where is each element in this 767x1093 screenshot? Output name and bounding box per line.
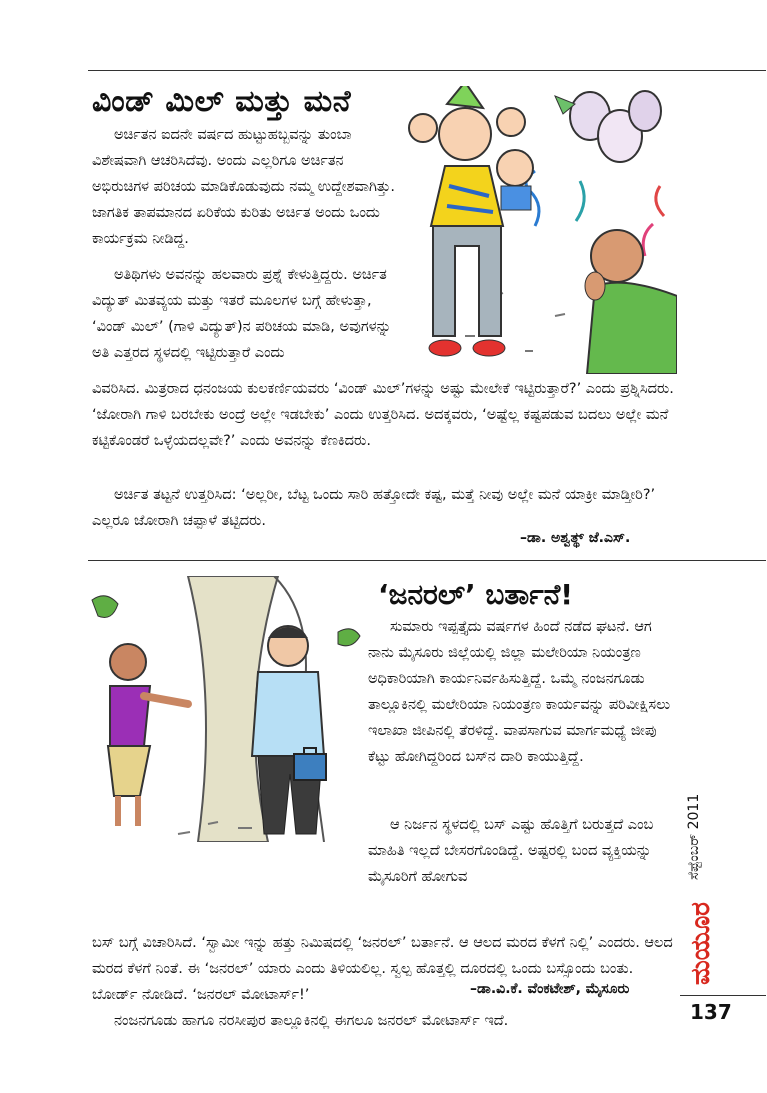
article2-paragraph-2: ಆ ನಿರ್ಜನ ಸ್ಥಳದಲ್ಲಿ ಬಸ್ ಎಷ್ಟು ಹೊತ್ತಿಗೆ ಬರುತ್ತದೆ ಎಂಬ ಮಾಹಿತಿ ಇಲ್ಲದೆ ಬೇಸರಗೊಂಡಿದ್ದೆ. ಅಷ್ಟರಲ್ಲಿ ಬಂದ ವ್ಯಕ್ತಿಯನ್ನು ಮೈಸೂರಿಗೆ ಹೋಗುವ xyxy=(368,817,654,885)
article1-paragraph-1: ಅರ್ಚಿತನ ಐದನೇ ವರ್ಷದ ಹುಟ್ಟುಹಬ್ಬವನ್ನು ತುಂಬಾ ವಿಶೇಷವಾಗಿ ಆಚರಿಸಿದೆವು. ಅಂದು ಎಲ್ಲರಿಗೂ ಅರ್ಚಿತನ ಅಭಿರುಚಿಗಳ ಪರಿಚಯ ಮಾಡಿಕೊಡುವುದು ನಮ್ಮ ಉದ್ದೇಶವಾಗಿತ್ತು. ಜಾಗತಿಕ ತಾಪಮಾನದ ಏರಿಕೆಯ ಕುರಿತು ಅರ್ಚಿತ ಅಂದು ಒಂದು ಕಾರ್ಯಕ್ರಮ ನೀಡಿದ್ದ. xyxy=(92,127,396,247)
issue-date: ಸೆಪ್ಟೆಂಬರ್ 2011 xyxy=(686,793,702,880)
birthday-party-illustration xyxy=(405,86,677,374)
article2-title: ‘ಜನರಲ್’ ಬರ್ತಾನೆ! xyxy=(378,578,574,611)
article1-paragraph-2: ಅತಿಥಿಗಳು ಅವನನ್ನು ಹಲವಾರು ಪ್ರಶ್ನೆ ಕೇಳುತ್ತಿದ್ದರು. ಅರ್ಚಿತ ವಿದ್ಯುತ್ ಮಿತವ್ಯಯ ಮತ್ತು ಇತರೆ ಮೂಲಗಳ ಬಗ್ಗೆ ಹೇಳುತ್ತಾ, ‘ವಿಂಡ್ ಮಿಲ್’ (ಗಾಳಿ ವಿದ್ಯುತ್)ನ ಪರಿಚಯ ಮಾಡಿ, ಅವುಗಳನ್ನು ಅತಿ ಎತ್ತರದ ಸ್ಥಳದಲ್ಲಿ ಇಟ್ಟಿರುತ್ತಾರೆ ಎಂದು xyxy=(92,267,392,361)
article1-title: ವಿಂಡ್ ಮಿಲ್ ಮತ್ತು ಮನೆ xyxy=(92,84,352,119)
article1-signature: –ಡಾ. ಅಶ್ವತ್ಥ್ ಜೆ.ಎಸ್. xyxy=(520,530,631,546)
magazine-logo: ಮಯೂರ xyxy=(686,902,716,985)
top-rule xyxy=(88,70,766,71)
article2-signature: –ಡಾ.ವಿ.ಕೆ. ವೆಂಕಟೇಶ್, ಮೈಸೂರು xyxy=(470,981,630,997)
article2-paragraph-4: ನಂಜನಗೂಡು ಹಾಗೂ ನರಸೀಪುರ ತಾಲ್ಲೂಕಿನಲ್ಲಿ ಈಗಲೂ ಜನರಲ್ ಮೋಟಾರ್ಸ್ ಇದೆ. xyxy=(114,1013,509,1029)
article2-paragraph-1: ಸುಮಾರು ಇಪ್ಪತ್ತೈದು ವರ್ಷಗಳ ಹಿಂದೆ ನಡೆದ ಘಟನೆ. ಆಗ ನಾನು ಮೈಸೂರು ಜಿಲ್ಲೆಯಲ್ಲಿ ಜಿಲ್ಲಾ ಮಲೇರಿಯಾ ನಿಯಂತ್ರಣ ಅಧಿಕಾರಿಯಾಗಿ ಕಾರ್ಯನಿರ್ವಹಿಸುತ್ತಿದ್ದೆ. ಒಮ್ಮೆ ನಂಜನಗೂಡು ತಾಲ್ಲೂಕಿನಲ್ಲಿ ಮಲೇರಿಯಾ ನಿಯಂತ್ರಣ ಕಾರ್ಯವನ್ನು ಪರಿವೀಕ್ಷಿಸಲು ಇಲಾಖಾ ಜೀಪಿನಲ್ಲಿ ತೆರಳಿದ್ದೆ. ವಾಪಸಾಗುವ ಮಾರ್ಗಮಧ್ಯೆ ಜೀಪು ಕೆಟ್ಟು ಹೋಗಿದ್ದರಿಂದ ಬಸ್‌ನ ದಾರಿ ಕಾಯುತ್ತಿದ್ದೆ. xyxy=(368,619,671,765)
middle-rule xyxy=(88,560,766,561)
article2-paragraph-3-text: ಬಸ್ ಬಗ್ಗೆ ವಿಚಾರಿಸಿದೆ. ‘ಸ್ವಾಮೀ ಇನ್ನು ಹತ್ತು ನಿಮಿಷದಲ್ಲಿ ‘ಜನರಲ್’ ಬರ್ತಾನೆ. ಆ ಆಲದ ಮರದ ಕೆಳಗೆ ನಿಲ್ಲಿ’ ಎಂದರು. ಆಲದ ಮರದ ಕೆಳಗೆ ನಿಂತೆ. ಈ ‘ಜನರಲ್’ ಯಾರು ಎಂದು ತಿಳಿಯಲಿಲ್ಲ. ಸ್ವಲ್ಪ ಹೊತ್ತಲ್ಲಿ ದೂರದಲ್ಲಿ ಒಂದು ಬಸ್ಸೊಂದು ಬಂತು. ಬೋರ್ಡ್ ನೋಡಿದೆ. ‘ಜನರಲ್ ಮೋಟಾರ್ಸ್!’ xyxy=(92,935,673,1003)
page-number-rule xyxy=(680,995,766,996)
page-number: 137 xyxy=(690,1000,732,1024)
tree-conversation-illustration xyxy=(88,576,364,842)
article1-paragraph-4: ಅರ್ಚಿತ ತಟ್ಟನೆ ಉತ್ತರಿಸಿದ: ‘ಅಲ್ಲರೀ, ಬೆಟ್ಟ ಒಂದು ಸಾರಿ ಹತ್ತೋದೇ ಕಷ್ಟ, ಮತ್ತೆ ನೀವು ಅಲ್ಲೇ ಮನೆ ಯಾಕ್ರೀ ಮಾಡ್ತೀರಿ?’ ಎಲ್ಲರೂ ಜೋರಾಗಿ ಚಪ್ಪಾಳೆ ತಟ್ಟಿದರು. xyxy=(92,487,656,529)
article1-paragraph-3: ವಿವರಿಸಿದ. ಮಿತ್ರರಾದ ಧನಂಜಯ ಕುಲಕರ್ಣಿಯವರು ‘ವಿಂಡ್ ಮಿಲ್’ಗಳನ್ನು ಅಷ್ಟು ಮೇಲೇಕೆ ಇಟ್ಟಿರುತ್ತಾರೆ?’ ಎಂದು ಪ್ರಶ್ನಿಸಿದರು. ‘ಜೋರಾಗಿ ಗಾಳಿ ಬರಬೇಕು ಅಂದ್ರೆ ಅಲ್ಲೇ ಇಡಬೇಕು’ ಎಂದು ಉತ್ತರಿಸಿದ. ಅದಕ್ಕವರು, ‘ಅಷ್ಟೆಲ್ಲ ಕಷ್ಟಪಡುವ ಬದಲು ಅಲ್ಲೇ ಮನೆ ಕಟ್ಟಿಕೊಂಡರೆ ಒಳ್ಳೆಯದಲ್ಲವೇ?’ ಎಂದು ಅವನನ್ನು ಕೆಣಕಿದರು. xyxy=(92,381,674,449)
